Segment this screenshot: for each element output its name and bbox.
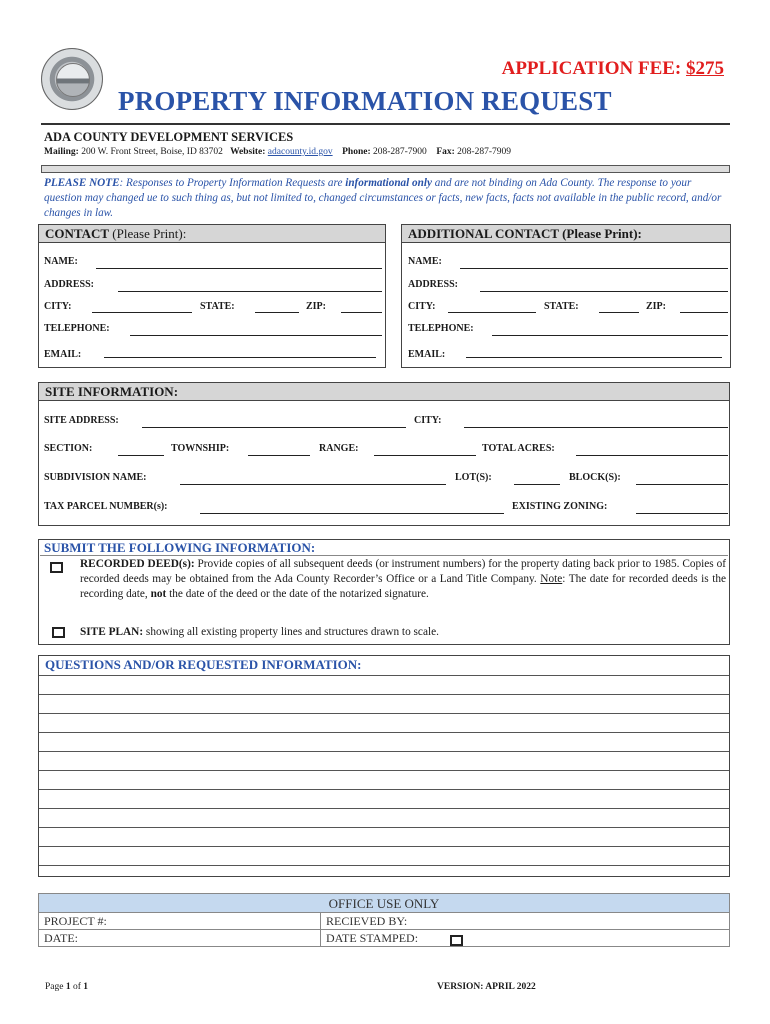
range-label: RANGE: <box>319 443 359 454</box>
contact-header <box>39 225 385 243</box>
county-seal <box>41 48 103 110</box>
lots-label: LOT(S): <box>455 472 492 483</box>
additional-city-label: CITY: <box>408 301 436 312</box>
contact-box <box>38 224 386 368</box>
note-text-1: : Responses to Property Information Requests are <box>119 177 346 189</box>
agency-name: ADA COUNTY DEVELOPMENT SERVICES <box>44 130 294 144</box>
contact-address-label: ADDRESS: <box>44 279 95 290</box>
fax-value: 208-287-7909 <box>457 147 511 157</box>
additional-zip-field[interactable] <box>680 312 728 313</box>
existing-zoning-field[interactable] <box>636 513 728 514</box>
deeds-text-1: Provide copies of all subsequent deeds (or instrument numbers) for the property dating back prior to 1985. Copies of recorded deeds may be obtained from the Ada County Recorder’s Office or a Land Title Company. <box>80 558 726 585</box>
phone-label: Phone: <box>342 147 371 157</box>
date-label: DATE: <box>44 931 78 945</box>
tax-parcel-field[interactable] <box>200 513 504 514</box>
subdivision-label: SUBDIVISION NAME: <box>44 472 147 483</box>
question-line[interactable] <box>39 789 729 808</box>
site-plan-text <box>80 625 439 640</box>
page-current: 1 <box>65 982 71 992</box>
deeds-text-2: : The date for recorded deeds is the recording date, <box>80 573 726 600</box>
disclaimer-note <box>44 176 730 221</box>
additional-state-field[interactable] <box>599 312 639 313</box>
website-link[interactable]: adacounty.id.gov <box>267 147 333 157</box>
version-label: VERSION: APRIL 2022 <box>437 982 536 992</box>
contact-email-label: EMAIL: <box>44 349 82 360</box>
seal-emblem-icon <box>56 63 90 97</box>
additional-address-label: ADDRESS: <box>408 279 459 290</box>
questions-title: QUESTIONS AND/OR REQUESTED INFORMATION: <box>45 657 362 672</box>
total-acres-field[interactable] <box>576 455 728 456</box>
recorded-deeds-label: RECORDED DEED(s): <box>80 558 195 570</box>
page-total: 1 <box>83 982 89 992</box>
tax-parcel-label: TAX PARCEL NUMBER(s): <box>44 501 168 512</box>
site-plan-checkbox[interactable] <box>52 627 65 638</box>
additional-name-field[interactable] <box>460 268 728 269</box>
additional-name-label: NAME: <box>408 256 442 267</box>
contact-telephone-field[interactable] <box>130 335 382 336</box>
range-field[interactable] <box>374 455 476 456</box>
contact-name-label: NAME: <box>44 256 78 267</box>
contact-state-label: STATE: <box>200 301 235 312</box>
contact-city-field[interactable] <box>92 312 192 313</box>
township-label: TOWNSHIP: <box>171 443 230 454</box>
additional-city-field[interactable] <box>448 312 536 313</box>
contact-address-field[interactable] <box>118 291 382 292</box>
fax-label: Fax: <box>436 147 455 157</box>
office-use-box <box>38 893 730 947</box>
agency-contact-line <box>44 147 511 157</box>
question-line[interactable] <box>39 694 729 713</box>
additional-telephone-label: TELEPHONE: <box>408 323 474 334</box>
contact-zip-label: ZIP: <box>306 301 326 312</box>
page-number <box>45 982 88 992</box>
site-information-header: SITE INFORMATION: <box>39 383 729 401</box>
additional-telephone-field[interactable] <box>492 335 728 336</box>
mailing-label: Mailing: <box>44 147 79 157</box>
date-stamped-label: DATE STAMPED: <box>326 931 419 945</box>
question-line[interactable] <box>39 865 729 876</box>
note-text-2: and are not binding on Ada County. The response to your question may changed ue to such thing as, but not limited to, changed circumstances or facts, new facts, facts not available in the public record, and/or changes in law. <box>44 177 722 219</box>
questions-box <box>38 655 730 877</box>
additional-contact-box <box>401 224 731 368</box>
section-field[interactable] <box>118 455 164 456</box>
question-line[interactable] <box>39 713 729 732</box>
project-number-label: PROJECT #: <box>39 913 320 930</box>
contact-city-label: CITY: <box>44 301 72 312</box>
fee-label: APPLICATION FEE: <box>501 58 682 79</box>
question-line[interactable] <box>39 770 729 789</box>
recorded-deeds-text <box>80 557 726 602</box>
site-plan-desc: showing all existing property lines and structures drawn to scale. <box>143 626 439 638</box>
page-prefix: Page <box>45 982 66 992</box>
blocks-field[interactable] <box>636 484 728 485</box>
header-bar <box>41 165 730 173</box>
site-plan-label: SITE PLAN: <box>80 626 144 638</box>
phone-value: 208-287-7900 <box>372 147 427 157</box>
subdivision-field[interactable] <box>180 484 446 485</box>
lots-field[interactable] <box>514 484 560 485</box>
note-bold: informational only <box>345 177 432 189</box>
contact-zip-field[interactable] <box>341 312 382 313</box>
site-city-label: CITY: <box>414 415 442 426</box>
site-city-field[interactable] <box>464 427 728 428</box>
question-line[interactable] <box>39 751 729 770</box>
received-by-label: RECIEVED BY: <box>321 913 729 930</box>
recorded-deeds-checkbox[interactable] <box>50 562 63 573</box>
note-lead: PLEASE NOTE <box>44 177 120 189</box>
submit-divider <box>40 555 728 556</box>
blocks-label: BLOCK(S): <box>569 472 621 483</box>
total-acres-label: TOTAL ACRES: <box>482 443 555 454</box>
page-title: PROPERTY INFORMATION REQUEST <box>118 86 612 116</box>
contact-name-field[interactable] <box>96 268 382 269</box>
application-fee <box>502 58 724 80</box>
township-field[interactable] <box>248 455 310 456</box>
title-divider <box>41 123 730 125</box>
page-of: of <box>70 982 84 992</box>
date-stamped-checkbox[interactable] <box>450 935 463 946</box>
fee-amount: $275 <box>686 58 724 79</box>
contact-title: CONTACT <box>45 226 110 241</box>
mailing-value: 200 W. Front Street, Boise, ID 83702 <box>81 147 223 157</box>
section-label: SECTION: <box>44 443 93 454</box>
deeds-note: Note <box>540 573 563 585</box>
contact-title-note: (Please Print): <box>109 226 187 241</box>
deeds-not: not <box>150 588 167 600</box>
additional-contact-header: ADDITIONAL CONTACT (Please Print): <box>402 225 730 243</box>
question-line[interactable] <box>39 846 729 865</box>
submit-title: SUBMIT THE FOLLOWING INFORMATION: <box>44 540 316 555</box>
website-label: Website: <box>230 147 266 157</box>
contact-state-field[interactable] <box>255 312 299 313</box>
additional-email-label: EMAIL: <box>408 349 446 360</box>
contact-telephone-label: TELEPHONE: <box>44 323 110 334</box>
contact-email-field[interactable] <box>104 357 376 358</box>
existing-zoning-label: EXISTING ZONING: <box>512 501 608 512</box>
office-use-title: OFFICE USE ONLY <box>39 894 729 913</box>
question-line[interactable] <box>39 808 729 827</box>
question-line[interactable] <box>39 827 729 846</box>
additional-address-field[interactable] <box>480 291 728 292</box>
site-address-field[interactable] <box>142 427 406 428</box>
additional-zip-label: ZIP: <box>646 301 666 312</box>
question-line[interactable] <box>39 675 729 694</box>
deeds-text-3: the date of the deed or the date of the notarized signature. <box>166 588 429 600</box>
site-address-label: SITE ADDRESS: <box>44 415 119 426</box>
additional-email-field[interactable] <box>466 357 722 358</box>
question-line[interactable] <box>39 732 729 751</box>
additional-state-label: STATE: <box>544 301 579 312</box>
